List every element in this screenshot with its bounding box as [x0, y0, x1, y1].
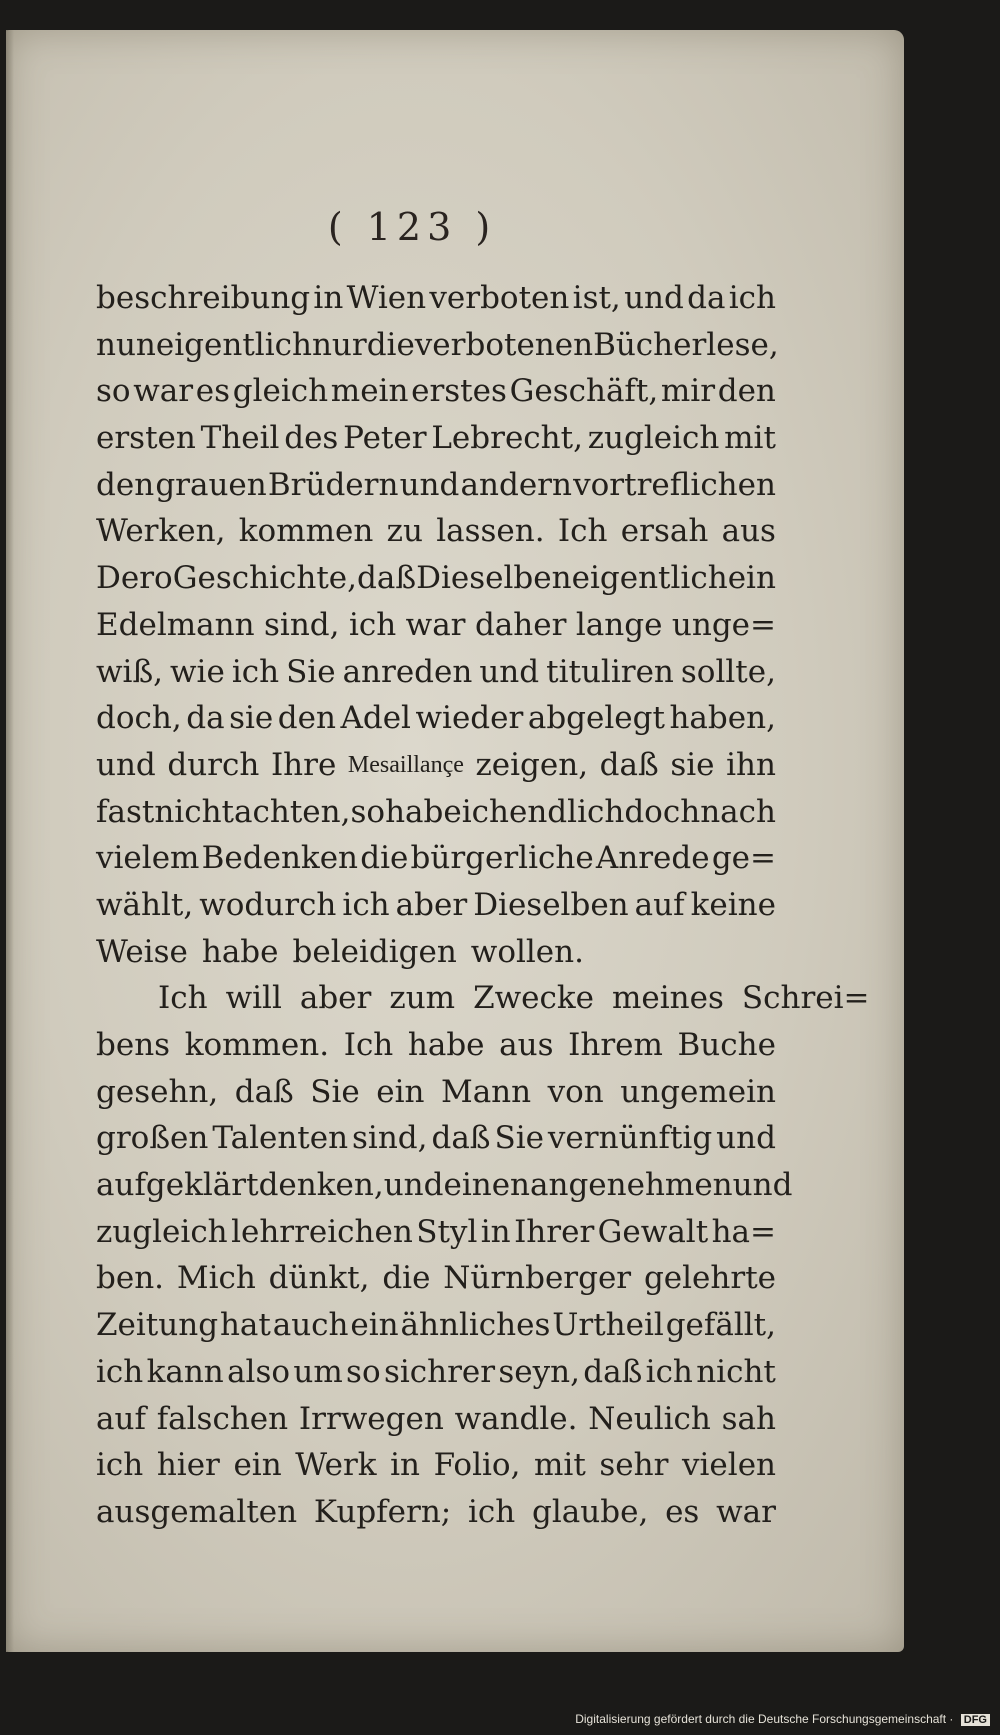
word: ein	[727, 560, 776, 597]
word: zu	[386, 513, 423, 550]
word: ich	[348, 606, 397, 643]
word: in	[480, 1213, 511, 1250]
word: Theil	[200, 420, 280, 457]
page-number: ( 123 )	[327, 205, 497, 249]
word: daher	[474, 606, 567, 643]
word: keine	[690, 886, 776, 923]
word: um	[293, 1353, 343, 1390]
word: Anrede	[595, 840, 710, 877]
word: kann	[146, 1353, 224, 1390]
word: es	[195, 373, 231, 410]
text-line	[96, 789, 776, 836]
word: gesehn,	[96, 1073, 219, 1110]
word: sollte,	[680, 653, 776, 690]
word: Sie	[494, 1120, 544, 1157]
word: eigentlich	[155, 326, 312, 363]
word: tituliren	[546, 653, 674, 690]
word: Irrwegen	[298, 1400, 444, 1437]
word: mir	[660, 373, 716, 410]
word: es	[665, 1493, 700, 1530]
word: vortreflichen	[573, 466, 776, 503]
word: hat	[219, 1307, 271, 1344]
word: sie	[229, 700, 274, 737]
word: doch	[624, 793, 701, 830]
word: aber	[299, 980, 372, 1017]
word: Gewalt	[597, 1213, 709, 1250]
word: Dieselben	[473, 886, 629, 923]
word: sind,	[264, 606, 340, 643]
word: zum	[389, 980, 456, 1017]
word: nun	[96, 326, 156, 363]
word: hier	[156, 1447, 220, 1484]
word: beleidigen	[292, 933, 457, 970]
word: mein	[330, 373, 409, 410]
word: Dieselben	[416, 560, 572, 597]
word: aber	[395, 886, 468, 923]
word: und	[96, 746, 156, 783]
word: unge=	[671, 606, 776, 643]
word: und	[383, 1167, 444, 1204]
word: Bücher	[593, 326, 707, 363]
word: ich	[461, 793, 509, 830]
word: Lebrecht,	[431, 420, 583, 457]
word: Werken,	[96, 513, 226, 550]
word: zugleich	[587, 420, 720, 457]
word: Peter	[343, 420, 427, 457]
dfg-logo: DFG	[961, 1714, 990, 1726]
word: auf	[96, 1400, 146, 1437]
word: Edelmann	[96, 606, 255, 643]
word: und	[479, 653, 540, 690]
word: habe	[407, 1027, 485, 1063]
text-line	[96, 1255, 776, 1302]
text-line	[96, 1489, 776, 1536]
text-line	[96, 649, 776, 696]
word: war	[716, 1493, 776, 1530]
text-line	[96, 415, 776, 462]
word: daß	[599, 746, 659, 783]
word: beschreibung	[96, 280, 311, 316]
word: Zeitung	[96, 1307, 219, 1344]
text-line	[96, 508, 776, 555]
word: seyn,	[498, 1353, 580, 1390]
word: Bedenken	[201, 840, 359, 877]
word: war	[133, 373, 194, 410]
word: abgelegt	[527, 700, 665, 737]
word: nicht	[154, 793, 235, 830]
word: so	[346, 1353, 381, 1390]
word: in	[390, 1447, 421, 1484]
word: kommen.	[184, 1027, 330, 1063]
credit-text: Digitalisierung gefördert durch die Deutsche Forschungsgemeinschaft ·	[575, 1712, 954, 1726]
word: auf	[634, 886, 685, 923]
word: wiß,	[96, 653, 164, 690]
word: gefällt,	[665, 1307, 776, 1344]
word: falschen	[156, 1400, 289, 1437]
word: daß	[357, 560, 417, 597]
word: Talenten	[212, 1120, 349, 1157]
word: verbotenen	[414, 326, 594, 363]
word: durch	[167, 746, 260, 783]
word: vielen	[682, 1447, 776, 1484]
word: Mann	[440, 1073, 532, 1110]
word: die	[360, 840, 409, 877]
word: nicht	[696, 1353, 776, 1390]
word: ich	[728, 280, 776, 316]
word: wählt,	[96, 886, 194, 923]
word: in	[313, 280, 344, 316]
word: Schrei=	[741, 980, 870, 1017]
word: Werk	[295, 1447, 377, 1484]
word: daß	[583, 1353, 643, 1390]
word: wandle.	[454, 1400, 578, 1437]
word: ben.	[96, 1260, 165, 1297]
word: sah	[721, 1400, 776, 1437]
page-gutter-shadow	[6, 30, 14, 1652]
word: Sie	[286, 653, 336, 690]
word: dünkt,	[268, 1260, 370, 1297]
word: Styl	[416, 1213, 478, 1250]
text-line	[96, 1162, 793, 1209]
word: ich	[468, 1493, 516, 1530]
word: aus	[499, 1027, 554, 1063]
word: Mesaillançe	[347, 751, 464, 778]
word: Buche	[677, 1027, 776, 1063]
word: ich	[231, 653, 280, 690]
text-line	[96, 555, 776, 602]
word: mit	[724, 420, 776, 457]
word: ein	[233, 1447, 282, 1484]
word: Urtheil	[552, 1307, 664, 1344]
word: ich	[645, 1353, 693, 1390]
word: kommen	[238, 513, 374, 550]
word: lehrreichen	[231, 1213, 413, 1250]
text-line	[96, 975, 870, 1022]
word: denken,	[258, 1167, 384, 1204]
word: ungemein	[620, 1073, 776, 1110]
word: wollen.	[470, 933, 584, 970]
word: bürgerliche	[410, 840, 594, 877]
text-line	[96, 835, 776, 882]
word: großen	[96, 1120, 209, 1157]
word: Geschäft,	[509, 373, 659, 410]
word: vernünftig	[547, 1120, 713, 1157]
word: ist,	[572, 280, 621, 316]
word: den	[277, 700, 336, 737]
word: sichrer	[383, 1353, 496, 1390]
word: und	[624, 280, 684, 316]
word: gleich	[232, 373, 329, 410]
word: sehr	[599, 1447, 669, 1484]
word: habe	[201, 933, 279, 970]
word: lese,	[706, 326, 779, 363]
word: gelehrte	[643, 1260, 776, 1297]
text-line	[96, 1396, 776, 1443]
word: zeigen,	[475, 746, 589, 783]
word: ähnliches	[400, 1307, 551, 1344]
text-line	[96, 462, 776, 509]
word: Weise	[96, 933, 188, 970]
word: Ihre	[270, 746, 337, 783]
word: wieder	[415, 700, 524, 737]
text-line	[96, 1349, 776, 1396]
word: sie	[670, 746, 715, 783]
word: ich	[342, 886, 390, 923]
word: endlich	[509, 793, 625, 830]
body-text	[96, 275, 870, 1536]
word: da	[687, 280, 726, 316]
word: Mich	[176, 1260, 256, 1297]
word: anreden	[342, 653, 473, 690]
word: ha=	[711, 1213, 776, 1250]
word: angenehmen	[530, 1167, 733, 1204]
word: Ihrem	[568, 1027, 663, 1063]
word: also	[227, 1353, 291, 1390]
word: wie	[170, 653, 225, 690]
word: erstes	[411, 373, 507, 410]
word: grauen	[155, 466, 267, 503]
word: achten,	[234, 793, 351, 830]
text-line	[96, 882, 776, 929]
word: Geschichte,	[172, 560, 357, 597]
word: aus	[721, 513, 776, 550]
word: des	[284, 420, 339, 457]
word: Zwecke	[473, 980, 594, 1017]
text-line	[96, 1069, 776, 1116]
word: bens	[96, 1027, 171, 1063]
word: Brüdern	[267, 466, 399, 503]
word: Ich	[343, 1027, 394, 1063]
word: ein	[350, 1307, 399, 1344]
word: nur	[311, 326, 367, 363]
word: Ich	[557, 513, 608, 550]
word: ich	[96, 1447, 144, 1484]
word: habe	[385, 793, 462, 830]
word: fast	[96, 793, 155, 830]
word: Kupfern;	[313, 1493, 452, 1530]
word: zugleich	[96, 1213, 228, 1250]
word: Ich	[158, 980, 208, 1017]
word: verboten	[429, 280, 570, 316]
word: daß	[234, 1073, 294, 1110]
word: die	[382, 1260, 431, 1297]
text-line	[96, 742, 776, 789]
text-line	[96, 929, 776, 976]
word: und	[399, 466, 460, 503]
word: lange	[575, 606, 663, 643]
word: ersah	[620, 513, 709, 550]
word: Folio,	[433, 1447, 521, 1484]
word: einen	[443, 1167, 531, 1204]
word: und	[716, 1120, 776, 1157]
text-line	[96, 1022, 776, 1069]
word: meines	[611, 980, 724, 1017]
word: war	[405, 606, 466, 643]
word: den	[96, 466, 155, 503]
word: daß	[431, 1120, 491, 1157]
word: ausgemalten	[96, 1493, 298, 1530]
word: lassen.	[436, 513, 545, 550]
word: Wien	[346, 280, 427, 316]
text-line	[96, 368, 776, 415]
text-line	[96, 275, 776, 322]
word: ihn	[726, 746, 776, 783]
word: ich	[96, 1353, 144, 1390]
text-line	[96, 602, 776, 649]
word: aufgeklärt	[96, 1167, 259, 1204]
word: von	[547, 1073, 604, 1110]
text-line	[96, 695, 776, 742]
word: da	[186, 700, 225, 737]
word: eigentlich	[571, 560, 728, 597]
word: wodurch	[199, 886, 337, 923]
word: den	[717, 373, 776, 410]
word: und	[732, 1167, 793, 1204]
word: Nürnberger	[443, 1260, 632, 1297]
word: Adel	[340, 700, 411, 737]
word: haben,	[669, 700, 776, 737]
word: sind,	[352, 1120, 428, 1157]
word: Sie	[310, 1073, 360, 1110]
word: Neulich	[588, 1400, 711, 1437]
digitization-credit	[0, 1712, 1000, 1726]
word: so	[350, 793, 386, 830]
word: will	[225, 980, 282, 1017]
word: die	[366, 326, 415, 363]
word: ge=	[711, 840, 776, 877]
text-line	[96, 322, 779, 369]
word: andern	[460, 466, 572, 503]
word: ersten	[96, 420, 196, 457]
word: auch	[272, 1307, 349, 1344]
word: ein	[376, 1073, 425, 1110]
word: Dero	[96, 560, 173, 597]
text-line	[96, 1115, 776, 1162]
word: so	[96, 373, 131, 410]
word: glaube,	[532, 1493, 649, 1530]
word: vielem	[96, 840, 200, 877]
word: mit	[534, 1447, 586, 1484]
word: nach	[700, 793, 776, 830]
text-line	[96, 1302, 776, 1349]
word: Ihrer	[514, 1213, 595, 1250]
text-line	[96, 1209, 776, 1256]
text-line	[96, 1442, 776, 1489]
word: doch,	[96, 700, 182, 737]
